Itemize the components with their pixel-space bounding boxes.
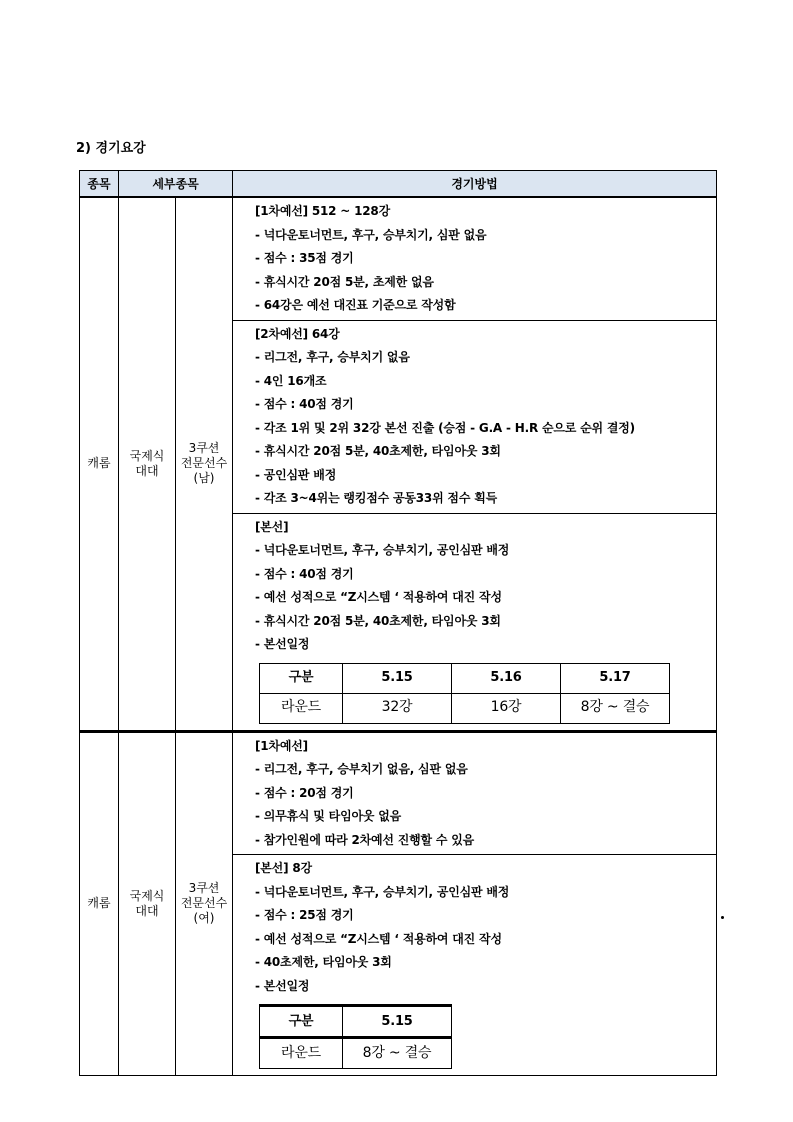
method-line: [2차예선] 64강 [255,326,340,341]
event-cell [80,197,119,731]
method-line: - 예선 성적으로 “Z시스템 ‘ 적용하여 대진 작성 [255,590,502,604]
stray-dot [721,916,724,919]
method-line: - 4인 16개조 [255,373,327,388]
division-cell [176,197,233,731]
method-block [233,198,716,320]
method-cell [233,731,717,1076]
category-cell-text: 국제식 대대 [129,448,165,478]
method-block [233,513,716,730]
schedule-cell: 5.16 [452,663,561,693]
method-line: - 휴식시간 20점 5분, 40초제한, 타임아웃 3회 [255,613,501,628]
method-block [233,320,716,513]
header-event: 종목 [80,171,119,198]
method-line: - 예선 성적으로 “Z시스템 ‘ 적용하여 대진 작성 [255,931,502,946]
method-line: - 넉다운토너먼트, 후구, 승부치기, 공인심판 배정 [255,884,510,899]
method-line: - 참가인원에 따라 2차예선 진행할 수 있음 [255,832,475,847]
schedule-table [259,1004,452,1069]
event-cell-text: 캐롬 [87,456,111,471]
method-line: [1차예선] 512 ~ 128강 [255,204,390,218]
method-line: - 점수 : 40점 경기 [255,397,354,411]
competition-table [79,170,717,1076]
category-cell [119,731,176,1076]
schedule-cell: 5.17 [561,663,670,693]
table-header-row [80,171,717,198]
category-cell [119,197,176,731]
schedule-cell: 라운드 [260,693,343,723]
method-line: - 점수 : 40점 경기 [255,566,354,581]
method-line: - 본선일정 [255,637,310,651]
method-line: - 넉다운토너먼트, 후구, 승부치기, 심판 없음 [255,227,487,242]
method-line: [본선] [255,519,289,534]
method-line: - 64강은 예선 대진표 기준으로 작성함 [255,298,456,312]
schedule-cell: 32강 [343,693,452,723]
event-cell [80,731,119,1076]
schedule-cell: 16강 [452,693,561,723]
schedule-row [260,693,670,723]
header-method: 경기방법 [233,171,717,198]
schedule-header-row [260,663,670,693]
division-cell-text: 3쿠션 전문선수 (남) [180,441,228,486]
method-block [233,733,716,855]
method-line: - 의무휴식 및 타임아웃 없음 [255,809,402,823]
method-line: [본선] 8강 [255,861,312,875]
category-cell-text: 국제식 대대 [129,888,165,918]
method-line: - 점수 : 35점 경기 [255,251,354,265]
event-cell-text: 캐롬 [87,896,111,911]
table-row [80,197,717,731]
method-line: - 각조 1위 및 2위 32강 본선 진출 (승점 - G.A - H.R 순으로 순위 결정) [255,420,635,435]
schedule-table [259,663,670,724]
method-block [233,854,716,1075]
schedule-cell: 라운드 [260,1038,343,1069]
division-cell [176,731,233,1076]
method-line: - 공인심판 배정 [255,467,337,482]
schedule-cell: 5.15 [343,663,452,693]
schedule-cell: 8강 ~ 결승 [561,693,670,723]
method-line: - 점수 : 25점 경기 [255,908,354,922]
division-cell-text: 3쿠션 전문선수 (여) [180,881,228,926]
method-line: - 넉다운토너먼트, 후구, 승부치기, 공인심판 배정 [255,543,510,557]
section-title: 2) 경기요강 [76,141,146,156]
method-line: - 점수 : 20점 경기 [255,785,354,800]
method-line: - 리그전, 후구, 승부치기 없음, 심판 없음 [255,762,468,776]
method-line: - 각조 3~4위는 랭킹점수 공동33위 점수 획득 [255,491,497,505]
method-cell [233,197,717,731]
method-line: [1차예선] [255,738,308,753]
table-row [80,731,717,1076]
schedule-cell: 5.15 [343,1006,452,1038]
schedule-cell: 구분 [260,663,343,693]
method-line: - 40초제한, 타임아웃 3회 [255,955,392,969]
schedule-cell: 구분 [260,1006,343,1038]
method-line: - 리그전, 후구, 승부치기 없음 [255,350,410,364]
schedule-header-row [260,1006,452,1038]
schedule-cell: 8강 ~ 결승 [343,1038,452,1069]
method-line: - 휴식시간 20점 5분, 초제한 없음 [255,274,434,289]
schedule-row [260,1038,452,1069]
method-line: - 본선일정 [255,978,310,993]
header-subevent: 세부종목 [119,171,233,198]
method-line: - 휴식시간 20점 5분, 40초제한, 타임아웃 3회 [255,444,501,458]
